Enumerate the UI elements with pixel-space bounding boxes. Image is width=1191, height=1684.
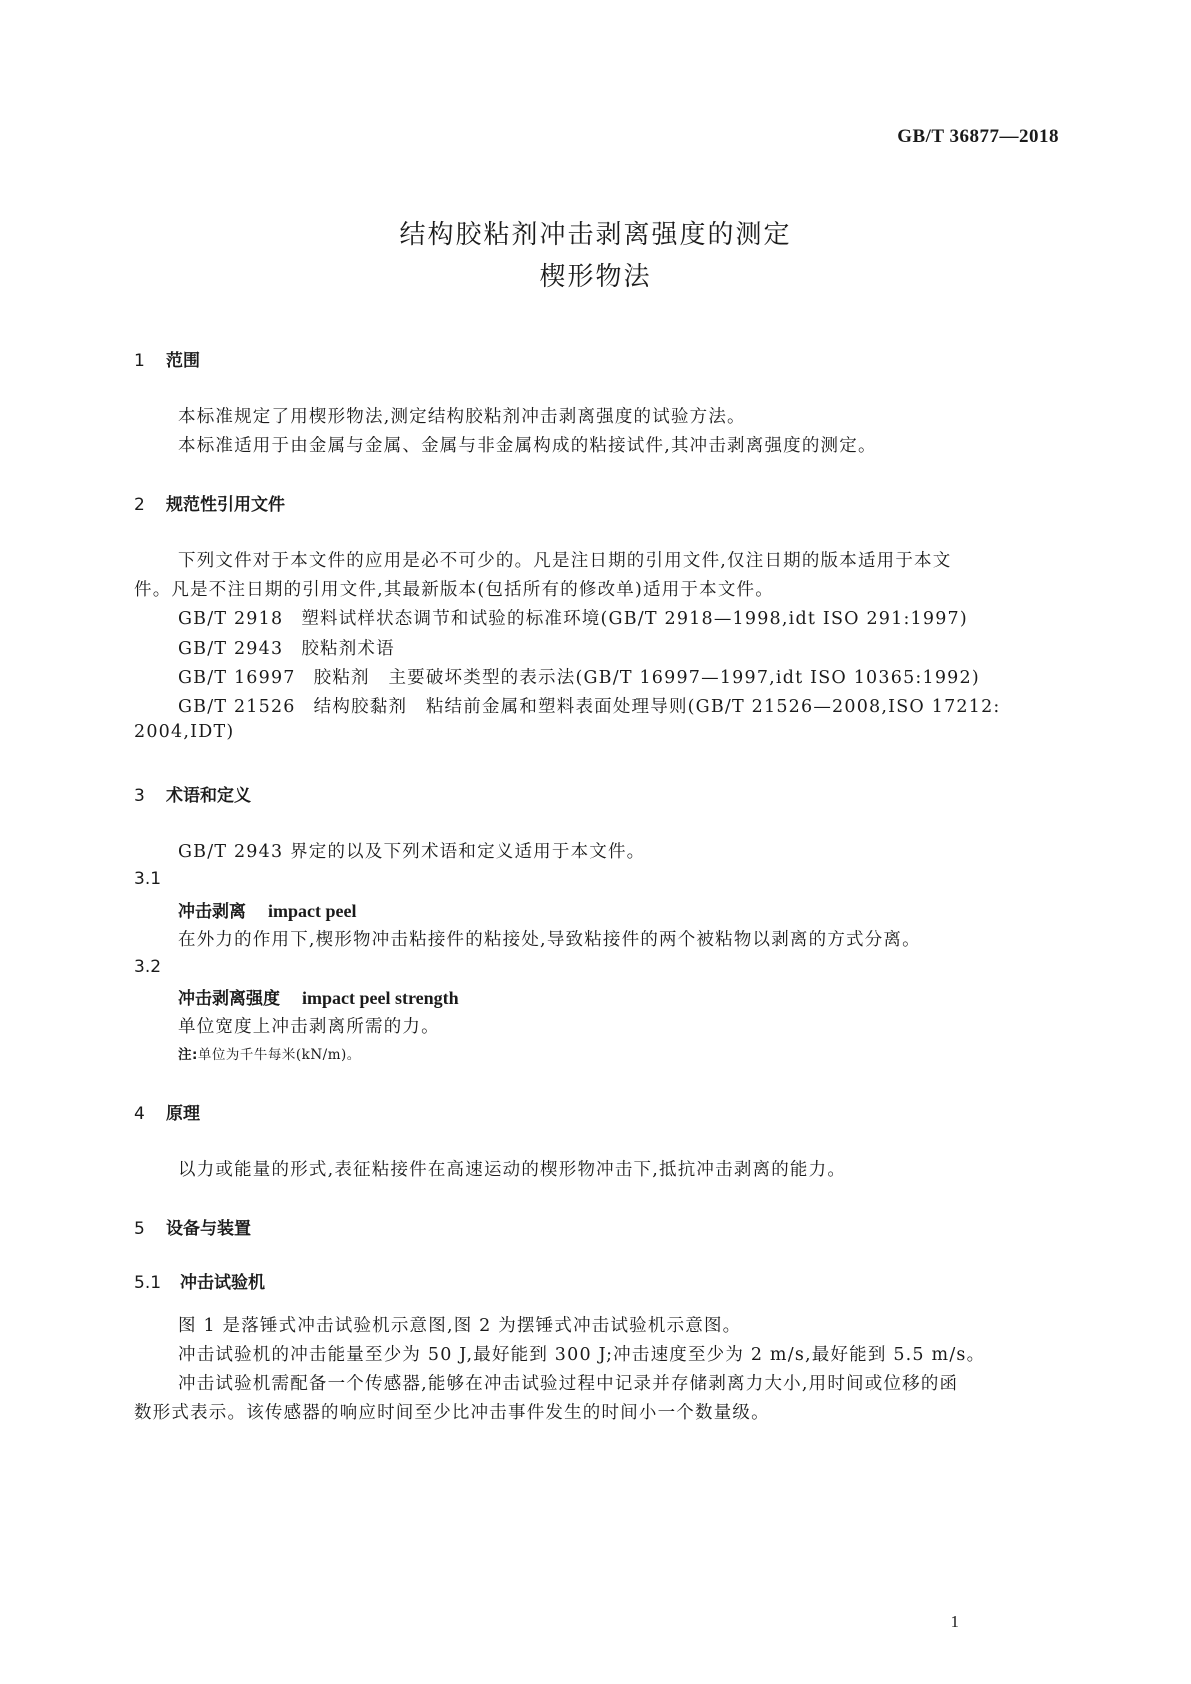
term-number: 3.2	[134, 957, 162, 977]
section-1-heading	[134, 346, 200, 371]
reference-item	[178, 605, 968, 630]
section-title: 范围	[166, 351, 200, 371]
subsection-number: 5.1	[134, 1273, 162, 1293]
reference-continuation: 2004,IDT)	[134, 722, 235, 742]
term-heading	[178, 897, 356, 922]
section-number: 3	[134, 786, 145, 806]
reference-code: GB/T 21526	[178, 697, 296, 717]
page-number: 1	[950, 1612, 959, 1631]
section-title: 设备与装置	[166, 1219, 251, 1239]
section-title: 原理	[166, 1104, 200, 1124]
section-title: 规范性引用文件	[166, 495, 285, 515]
paragraph-continuation: 件。凡是不注日期的引用文件,其最新版本(包括所有的修改单)适用于本文件。	[134, 580, 774, 600]
reference-code: GB/T 16997	[178, 668, 296, 688]
document-title: 结构胶粘剂冲击剥离强度的测定	[399, 220, 792, 250]
term-definition: 在外力的作用下,楔形物冲击粘接件的粘接处,导致粘接件的两个被粘物以剥离的方式分离。	[178, 930, 921, 950]
section-2-heading	[134, 490, 285, 515]
reference-title: 胶粘剂术语	[301, 639, 395, 659]
section-number: 4	[134, 1104, 145, 1124]
paragraph: GB/T 2943 界定的以及下列术语和定义适用于本文件。	[178, 842, 646, 862]
reference-item	[178, 635, 395, 660]
standard-number: GB/T 36877—2018	[897, 126, 1059, 147]
subsection-5-1-heading	[134, 1268, 265, 1293]
section-5-heading	[134, 1214, 251, 1239]
section-title: 术语和定义	[166, 786, 251, 806]
reference-title: 塑料试样状态调节和试验的标准环境(GB/T 2918—1998,idt ISO 291:1997)	[301, 609, 968, 629]
reference-code: GB/T 2918	[178, 609, 284, 629]
section-4-heading	[134, 1099, 200, 1124]
section-number: 5	[134, 1219, 145, 1239]
paragraph: 图 1 是落锤式冲击试验机示意图,图 2 为摆锤式冲击试验机示意图。	[178, 1316, 742, 1336]
reference-item	[178, 693, 1001, 718]
paragraph: 冲击试验机的冲击能量至少为 50 J,最好能到 300 J;冲击速度至少为 2 m/s,最好能到 5.5 m/s。	[178, 1345, 986, 1365]
section-3-heading	[134, 781, 251, 806]
reference-item	[178, 664, 980, 689]
paragraph: 本标准适用于由金属与金属、金属与非金属构成的粘接试件,其冲击剥离强度的测定。	[178, 436, 877, 456]
paragraph: 以力或能量的形式,表征粘接件在高速运动的楔形物冲击下,抵抗冲击剥离的能力。	[178, 1160, 847, 1180]
term-heading	[178, 984, 459, 1009]
term-number: 3.1	[134, 869, 162, 889]
subsection-title: 冲击试验机	[180, 1273, 265, 1293]
reference-title: 结构胶黏剂 粘结前金属和塑料表面处理导则(GB/T 21526—2008,ISO 17212:	[313, 697, 1001, 717]
note-label: 注:	[178, 1047, 198, 1063]
section-number: 2	[134, 495, 145, 515]
reference-title: 胶粘剂 主要破坏类型的表示法(GB/T 16997—1997,idt ISO 10365:1992)	[313, 668, 980, 688]
reference-code: GB/T 2943	[178, 639, 284, 659]
paragraph: 下列文件对于本文件的应用是必不可少的。凡是注日期的引用文件,仅注日期的版本适用于本文	[178, 551, 952, 571]
term-zh: 冲击剥离	[178, 902, 246, 922]
note	[178, 1043, 361, 1063]
section-number: 1	[134, 351, 145, 371]
document-subtitle: 楔形物法	[539, 262, 652, 292]
term-en: impact peel strength	[302, 988, 459, 1008]
term-en: impact peel	[268, 901, 357, 921]
term-definition: 单位宽度上冲击剥离所需的力。	[178, 1017, 440, 1037]
paragraph: 冲击试验机需配备一个传感器,能够在冲击试验过程中记录并存储剥离力大小,用时间或位移的函	[178, 1374, 959, 1394]
note-text: 单位为千牛每米(kN/m)。	[197, 1047, 361, 1063]
paragraph-continuation: 数形式表示。该传感器的响应时间至少比冲击事件发生的时间小一个数量级。	[134, 1403, 770, 1423]
term-zh: 冲击剥离强度	[178, 989, 280, 1009]
paragraph: 本标准规定了用楔形物法,测定结构胶粘剂冲击剥离强度的试验方法。	[178, 407, 746, 427]
